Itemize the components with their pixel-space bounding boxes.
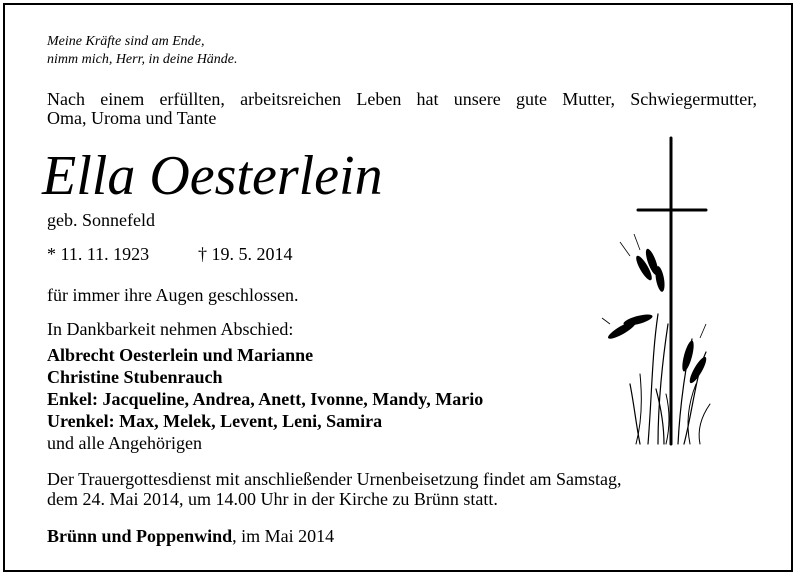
motto-line-2: nimm mich, Herr, in deine Hände. bbox=[47, 52, 238, 67]
service-line-1: Der Trauergottesdienst mit anschließender Urnenbeisetzung findet am Samstag, bbox=[47, 469, 622, 489]
other-relatives: und alle Angehörigen bbox=[47, 433, 202, 453]
great-grandchildren-line: Urenkel: Max, Melek, Levent, Leni, Samira bbox=[47, 411, 383, 431]
birth-date: * 11. 11. 1923 bbox=[47, 244, 150, 264]
place-date bbox=[47, 526, 334, 546]
place-name: Brünn und Poppenwind bbox=[47, 526, 233, 546]
cross-with-wheat-icon bbox=[600, 134, 720, 449]
intro-line-1: Nach einem erfüllten, arbeitsreichen Leben hat unsere gute Mutter, Schwiegermutter, bbox=[47, 90, 757, 109]
service-line-2: dem 24. Mai 2014, um 14.00 Uhr in der Kirche zu Brünn statt. bbox=[47, 489, 498, 509]
mourner-line: Christine Stubenrauch bbox=[47, 367, 223, 387]
mourner-line: Albrecht Oesterlein und Marianne bbox=[47, 345, 314, 365]
closing-phrase: für immer ihre Augen geschlossen. bbox=[47, 285, 299, 305]
deceased-name: Ella Oesterlein bbox=[42, 145, 383, 207]
motto-line-1: Meine Kräfte sind am Ende, bbox=[47, 34, 205, 49]
maiden-name: geb. Sonnefeld bbox=[47, 210, 155, 230]
intro-line-2: Oma, Uroma und Tante bbox=[47, 108, 217, 128]
notice-date: , im Mai 2014 bbox=[232, 526, 335, 546]
farewell-lead: In Dankbarkeit nehmen Abschied: bbox=[47, 319, 294, 339]
grandchildren-line: Enkel: Jacqueline, Andrea, Anett, Ivonne, Mandy, Mario bbox=[47, 389, 484, 409]
death-date: † 19. 5. 2014 bbox=[198, 244, 293, 264]
